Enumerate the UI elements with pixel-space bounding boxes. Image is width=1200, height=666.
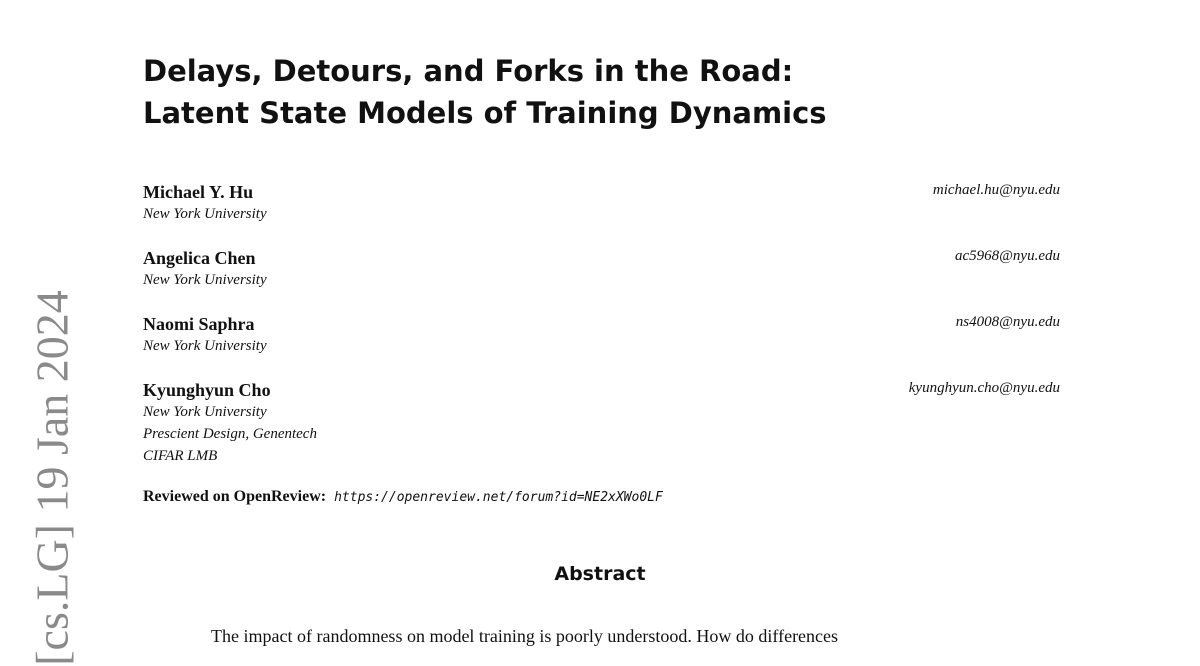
abstract-heading: Abstract xyxy=(554,563,646,585)
title-line-1: Delays, Detours, and Forks in the Road: xyxy=(143,54,794,88)
arxiv-sidebar-stamp: [cs.LG] 19 Jan 2024 xyxy=(26,290,78,666)
author-block xyxy=(143,247,1060,291)
author-name: Naomi Saphra xyxy=(143,314,255,334)
author-affiliation: Prescient Design, Genentech xyxy=(143,426,317,442)
title-line-2: Latent State Models of Training Dynamics xyxy=(143,96,827,130)
author-email[interactable]: ns4008@nyu.edu xyxy=(955,314,1060,330)
author-name: Angelica Chen xyxy=(143,248,256,268)
author-email[interactable]: ac5968@nyu.edu xyxy=(954,248,1060,264)
review-line xyxy=(143,488,663,506)
openreview-link[interactable]: https://openreview.net/forum?id=NE2xXWo0LF xyxy=(334,490,663,505)
author-affiliation: New York University xyxy=(143,338,267,354)
author-block xyxy=(143,313,1060,357)
author-name: Michael Y. Hu xyxy=(143,182,254,202)
author-block xyxy=(143,379,1060,467)
paper-title xyxy=(143,50,827,134)
author-email[interactable]: michael.hu@nyu.edu xyxy=(932,182,1060,198)
author-affiliation: New York University xyxy=(143,206,267,222)
review-label: Reviewed on OpenReview: xyxy=(143,488,327,505)
author-block xyxy=(143,181,1060,225)
author-email[interactable]: kyunghyun.cho@nyu.edu xyxy=(908,380,1060,396)
author-affiliation: CIFAR LMB xyxy=(143,448,218,464)
author-affiliation: New York University xyxy=(143,404,267,420)
author-name: Kyunghyun Cho xyxy=(143,380,271,400)
author-affiliation: New York University xyxy=(143,272,267,288)
abstract-text: The impact of randomness on model training is poorly understood. How do differences xyxy=(211,626,839,646)
